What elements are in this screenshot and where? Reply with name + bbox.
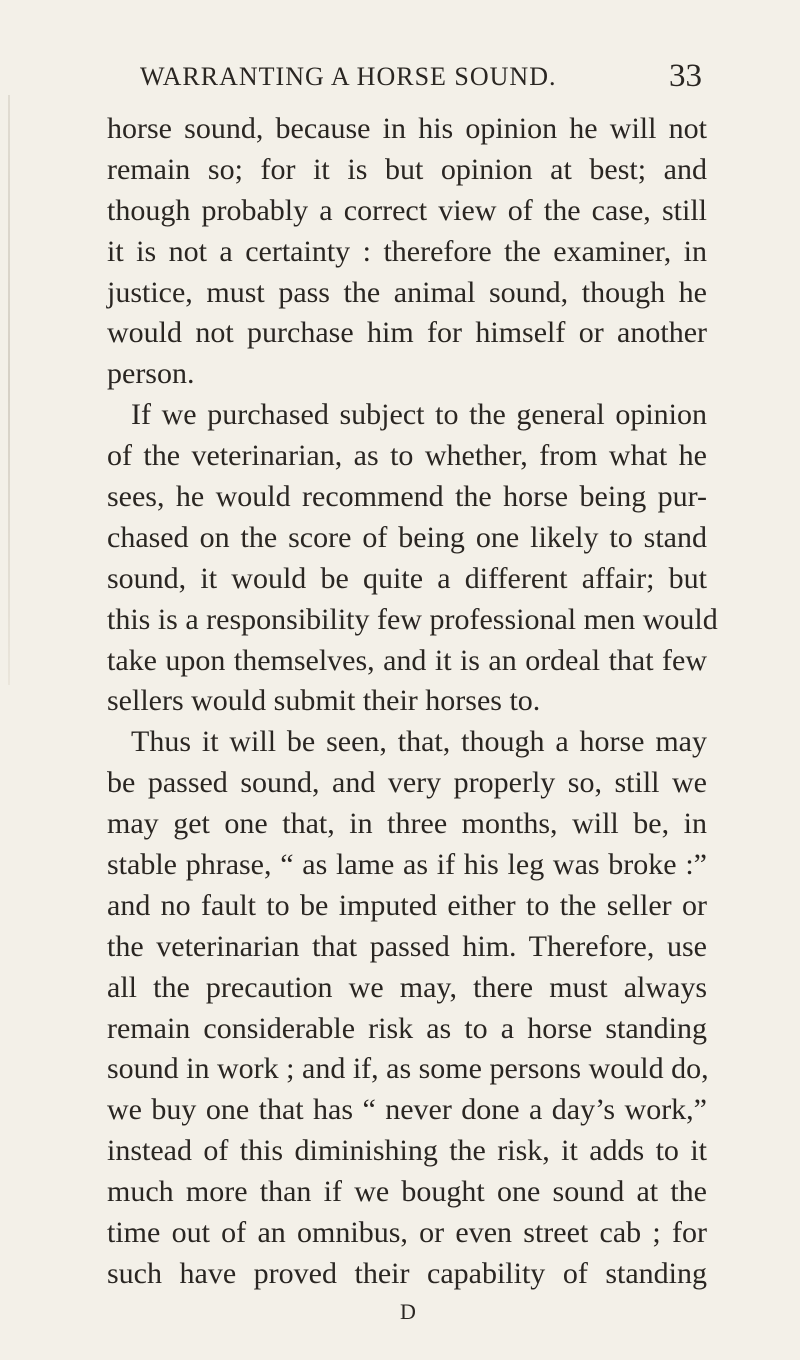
text-line: person. — [107, 357, 195, 391]
signature-mark: D — [400, 1299, 416, 1324]
text-line: be passed sound, and very properly so, still we — [107, 766, 707, 800]
text-line: the veterinarian that passed him. Therefore, use — [107, 929, 707, 963]
text-line: may get one that, in three months, will be, in — [107, 807, 707, 841]
text-line: we buy one that has “ never done a day’s work,” — [107, 1093, 707, 1127]
running-head: WARRANTING A HORSE SOUND. — [140, 62, 557, 91]
text-line: sellers would submit their horses to. — [107, 684, 541, 718]
text-line: justice, must pass the animal sound, though he — [107, 275, 707, 309]
text-line: remain considerable risk as to a horse standing — [107, 1011, 707, 1045]
text-line: much more than if we bought one sound at the — [107, 1175, 707, 1209]
page-number: 33 — [669, 58, 702, 94]
text-line: Thus it will be seen, that, though a horse may — [131, 725, 707, 759]
text-line: horse sound, because in his opinion he will not — [107, 112, 707, 145]
text-line: instead of this diminishing the risk, it adds to it — [107, 1134, 707, 1168]
text-line: If we purchased subject to the general opinion — [131, 398, 707, 432]
text-line: sound in work ; and if, as some persons would do, — [107, 1052, 709, 1086]
text-line: all the precaution we may, there must always — [107, 970, 707, 1004]
binding-shadow — [8, 95, 10, 685]
text-line: sees, he would recommend the horse being pur- — [107, 480, 707, 514]
text-line: and no fault to be imputed either to the seller or — [107, 888, 707, 922]
text-line: take upon themselves, and it is an ordeal that few — [107, 643, 707, 677]
text-line: though probably a correct view of the case, still — [107, 193, 707, 227]
text-line: chased on the score of being one likely to stand — [107, 520, 707, 554]
text-line: remain so; for it is but opinion at best; and — [107, 152, 707, 186]
text-line: it is not a certainty : therefore the examiner, in — [107, 234, 707, 268]
text-line: such have proved their capability of standing — [107, 1256, 707, 1290]
text-line: sound, it would be quite a different affair; but — [107, 561, 707, 595]
text-line: would not purchase him for himself or another — [107, 316, 707, 350]
body-text — [107, 109, 718, 1295]
text-line: time out of an omnibus, or even street cab ; for — [107, 1216, 707, 1250]
text-line: of the veterinarian, as to whether, from what he — [107, 439, 707, 473]
text-line: stable phrase, “ as lame as if his leg was broke :” — [107, 848, 707, 882]
text-line: this is a responsibility few professional men would — [107, 602, 718, 636]
